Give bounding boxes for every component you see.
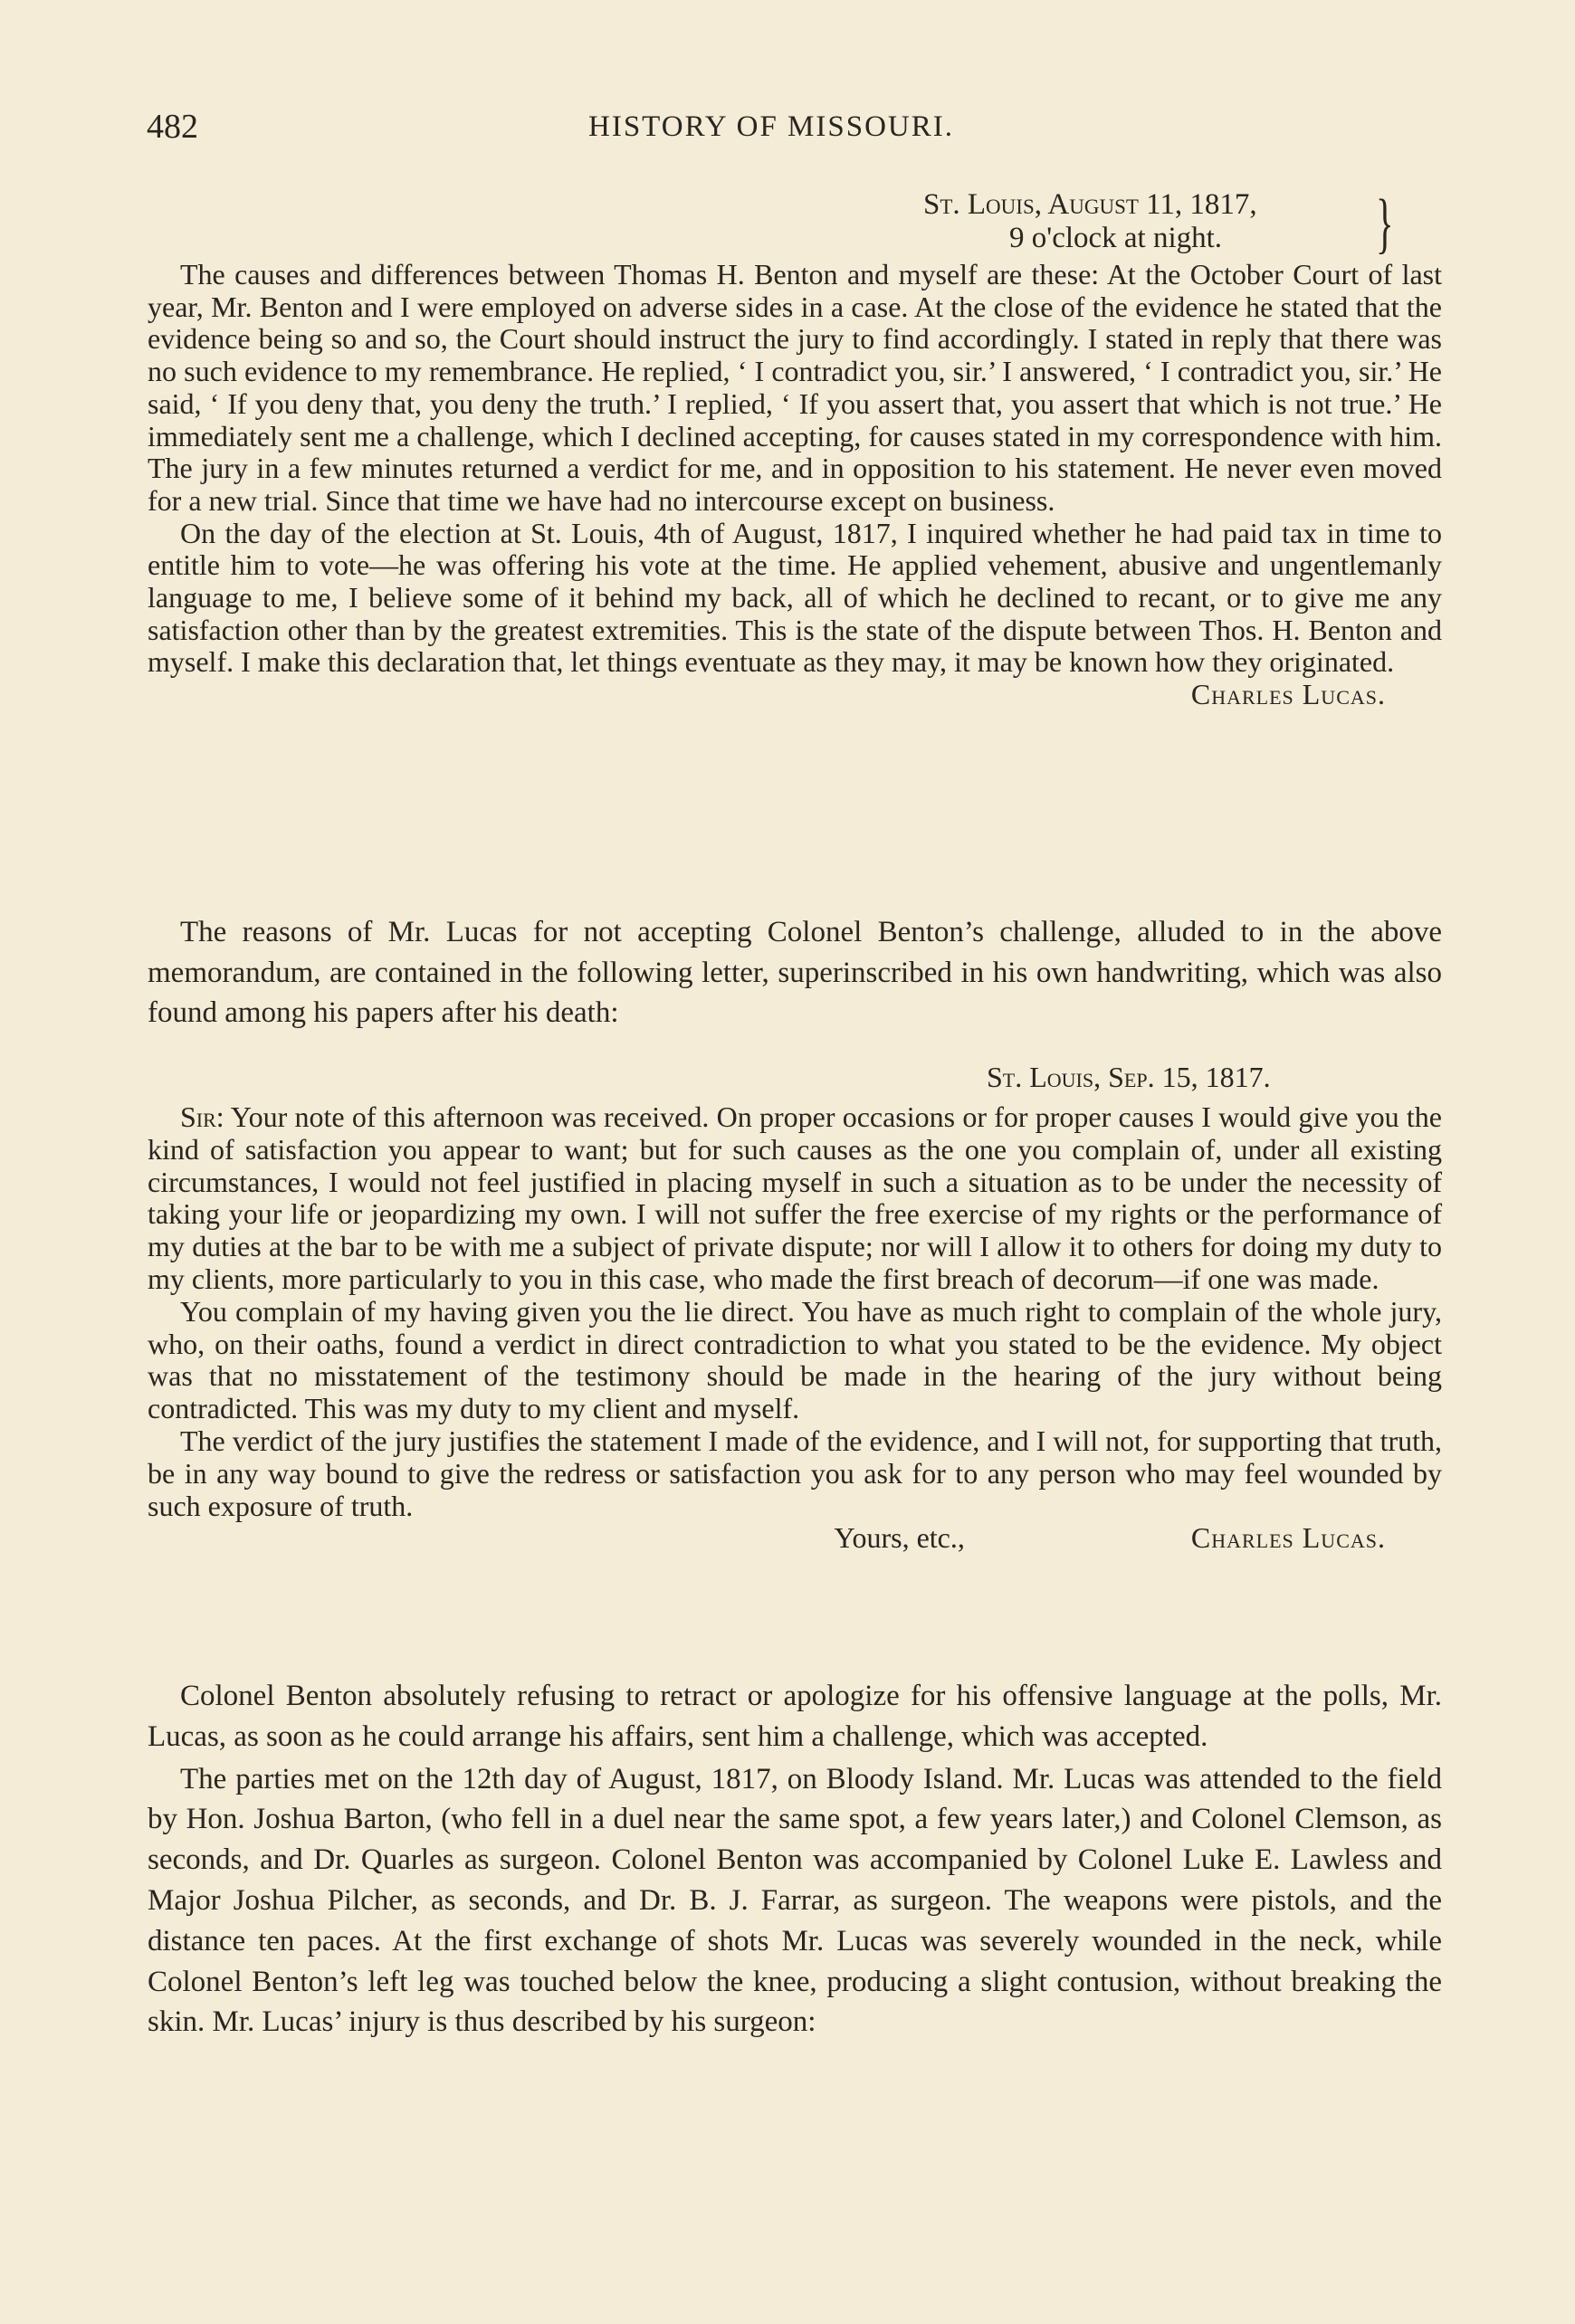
memo-paragraph: The causes and differences between Thomas H. Benton and myself are these: At the October Court of last year, Mr. Benton and I were employed on adverse sides in a case. At the close of the evidence he stated that the evidence being so and so, the Court should instruct the jury to find accordingly. I stated in reply that there was no such evidence to my remembrance. He replied, ‘ I contradict you, sir.’ I answered, ‘ I contradict you, sir.’ He said, ‘ If you deny that, you deny the truth.’ I replied, ‘ If you assert that, you assert that which is not true.’ He immediately sent me a challenge, which I declined accepting, for causes stated in my correspondence with him. The jury in a few minutes returned a verdict for me, and in opposition to his statement. He never even moved for a new trial. Since that time we have had no intercourse except on business. bbox=[148, 258, 1442, 517]
letter-salutation: Sir: bbox=[180, 1100, 224, 1133]
letter-signature: Charles Lucas. bbox=[1190, 1521, 1386, 1555]
letter-paragraph-text: Your note of this afternoon was received. On proper occasions or for proper causes I would give you the kind of satisfaction you appear to want; but for such causes as the one you complain of, under all existing circumstances, I would not feel justified in placing myself in such a situation as to be under the necessity of taking your life or jeopardizing my own. I will not suffer the free exercise of my rights or the performance of my duties at the bar to be with me a subject of private dispute; nor will I allow it to others for doing my duty to my clients, more particularly to you in this case, who made the first breach of decorum—if one was made. bbox=[148, 1100, 1443, 1295]
memo-dateline-line1: St. Louis, August 11, 1817, bbox=[923, 188, 1257, 221]
memo-dateline-line2: 9 o'clock at night. bbox=[1009, 222, 1223, 254]
letter-introduction bbox=[148, 912, 1442, 1033]
memo-paragraph: On the day of the election at St. Louis, 4th of August, 1817, I inquired whether he had paid tax in time to entitle him to vote—he was offering his vote at the time. He applied vehement, abusive and ungentlemanly language to me, I believe some of it behind my back, all of which he declined to recant, or to give me any satisfaction other than by the greatest extremities. This is the state of the dispute between Thos. H. Benton and myself. I make this declaration that, let things eventuate as they may, it may be known how they originated. bbox=[148, 516, 1442, 679]
narrative bbox=[148, 1676, 1442, 2043]
page-header bbox=[147, 107, 1396, 152]
memorandum bbox=[148, 259, 1442, 711]
intro-paragraph: The reasons of Mr. Lucas for not accepting Colonel Benton’s challenge, alluded to in the above memorandum, are contained in the following letter, superinscribed in his own handwriting, which was also found among his papers after his death: bbox=[148, 916, 1442, 1029]
page-number: 482 bbox=[147, 108, 198, 146]
letter bbox=[148, 1101, 1442, 1555]
brace-mark: } bbox=[1375, 186, 1394, 261]
memo-dateline bbox=[923, 186, 1430, 261]
letter-paragraph: The verdict of the jury justifies the statement I made of the evidence, and I will not, for supporting that truth, be in any way bound to give the redress or satisfaction you ask for to any person who may feel wounded by such exposure of truth. bbox=[148, 1424, 1442, 1522]
letter-dateline: St. Louis, Sep. 15, 1817. bbox=[987, 1061, 1271, 1093]
letter-paragraph bbox=[148, 1101, 1442, 1296]
narrative-paragraph: The parties met on the 12th day of August, 1817, on Bloody Island. Mr. Lucas was attended to the field by Hon. Joshua Barton, (who fell in a duel near the same spot, a few years later,) and Colonel Clemson, as seconds, and Dr. Quarles as surgeon. Colonel Benton was accompanied by Colonel Luke E. Lawless and Major Joshua Pilcher, as seconds, and Dr. B. J. Farrar, as surgeon. The weapons were pistols, and the distance ten paces. At the first exchange of shots Mr. Lucas was severely wounded in the neck, while Colonel Benton’s left leg was touched below the knee, producing a slight contusion, without breaking the skin. Mr. Lucas’ injury is thus described by his surgeon: bbox=[148, 1762, 1442, 2039]
letter-closing bbox=[148, 1522, 1442, 1555]
letter-paragraph: You complain of my having given you the lie direct. You have as much right to complain of the whole jury, who, on their oaths, found a verdict in direct contradiction to what you stated to be the evidence. My object was that no misstatement of the testimony should be made in the hearing of the jury without being contradicted. This was my duty to my client and myself. bbox=[148, 1294, 1442, 1425]
memo-signature: Charles Lucas. bbox=[1190, 678, 1386, 711]
narrative-paragraph: Colonel Benton absolutely refusing to retract or apologize for his offensive language at the polls, Mr. Lucas, as soon as he could arrange his affairs, sent him a challenge, which was accepted. bbox=[148, 1680, 1442, 1753]
letter-valediction: Yours, etc., bbox=[834, 1521, 965, 1555]
running-title: HISTORY OF MISSOURI. bbox=[588, 110, 954, 143]
